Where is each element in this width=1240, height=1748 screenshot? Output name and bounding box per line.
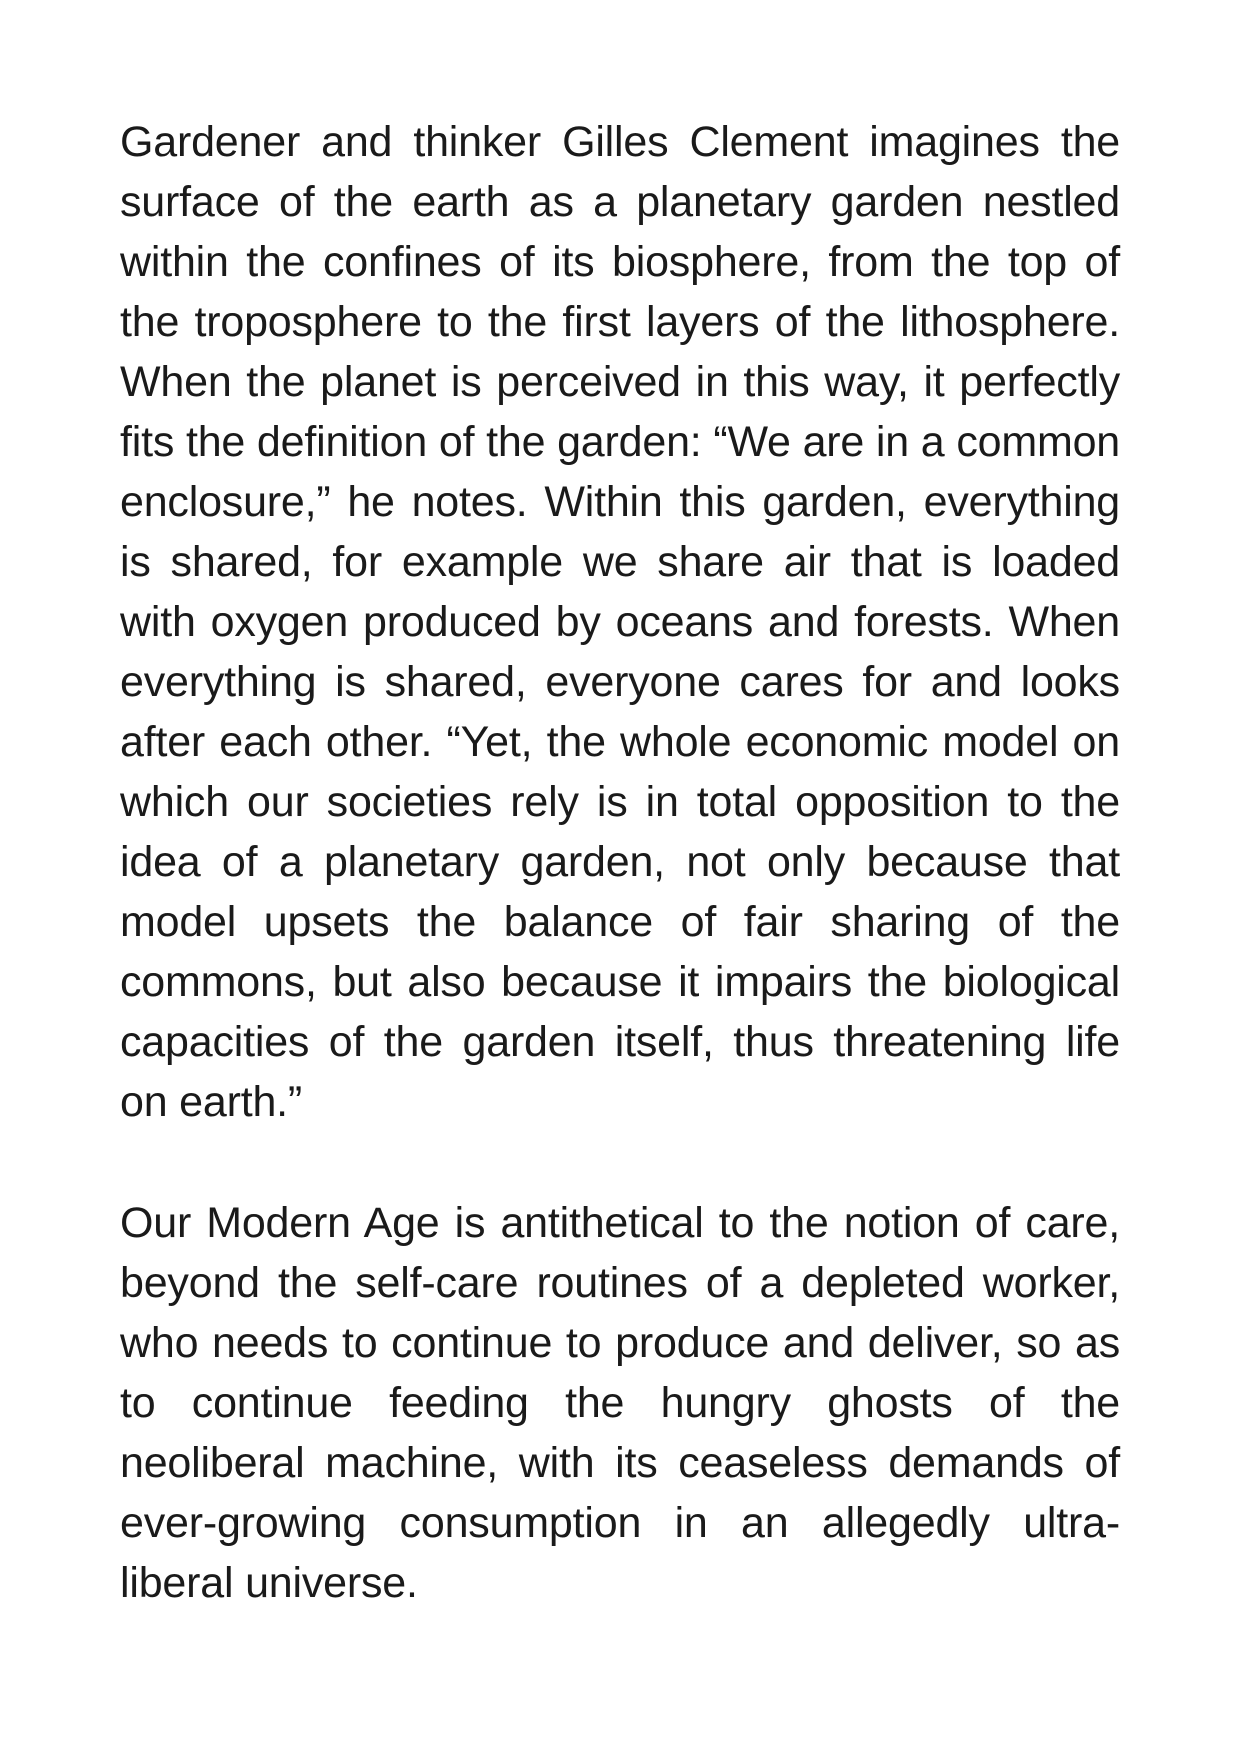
paragraph-modern-age: Our Modern Age is antithetical to the notion of care, beyond the self-care routines of a depleted worker, who needs to continue to produce and deliver, so as to continue feeding the hungry ghosts of the neoliberal machine, with its ceaseless demands of ever-growing consumption in an allegedly ultra-liberal universe.	[120, 1199, 1120, 1607]
paragraph-planetary-garden: Gardener and thinker Gilles Clement imagines the surface of the earth as a planetary garden nestled within the confines of its biosphere, from the top of the troposphere to the first layers of the lithosphere. When the planet is perceived in this way, it perfectly fits the definition of the garden: “We are in a common enclosure,” he notes. Within this garden, everything is shared, for example we share air that is loaded with oxygen produced by oceans and forests. When everything is shared, everyone cares for and looks after each other. “Yet, the whole economic model on which our societies rely is in total opposition to the idea of a planetary garden, not only because that model upsets the balance of fair sharing of the commons, but also because it impairs the biological capacities of the garden itself, thus threatening life on earth.”	[120, 118, 1120, 1126]
